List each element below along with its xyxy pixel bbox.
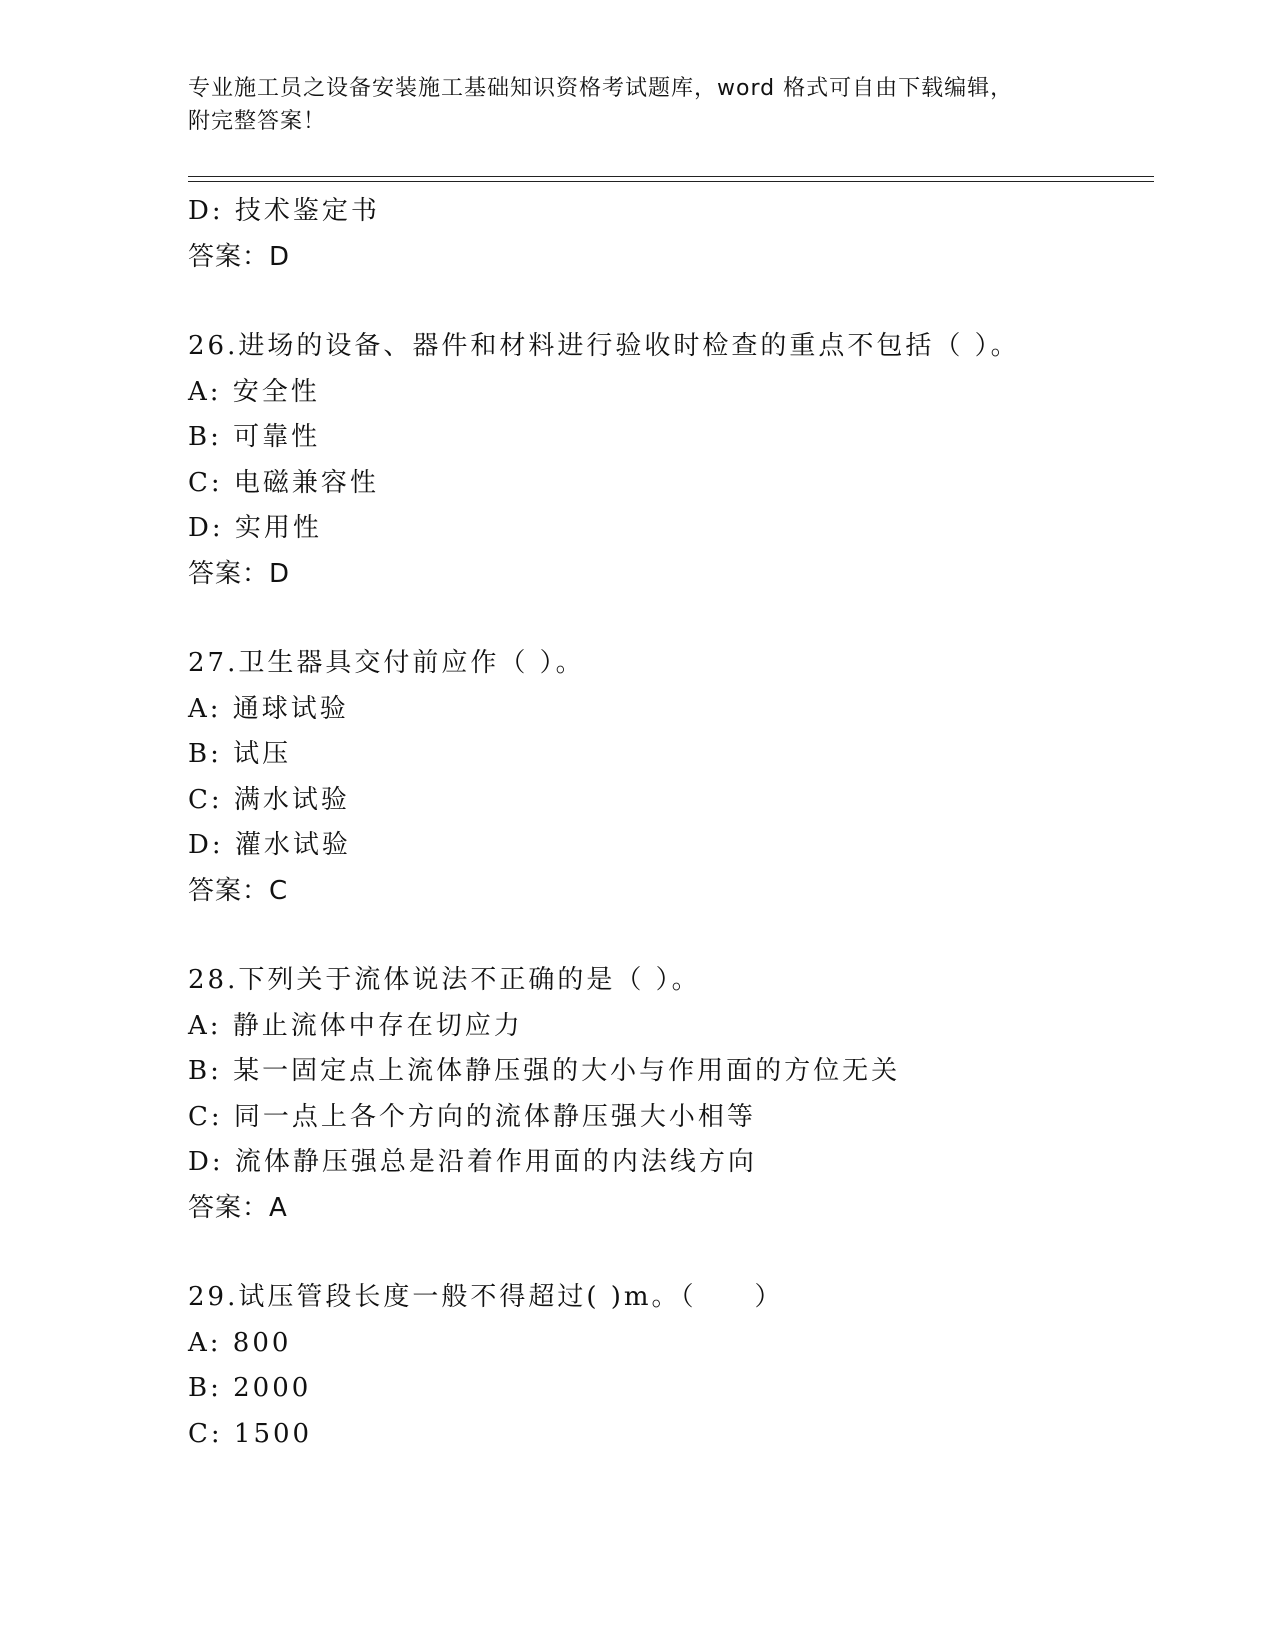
option-b: B: 试压 <box>188 739 292 769</box>
question-stem: 29.试压管段长度一般不得超过( )m。（ ） <box>188 1282 784 1312</box>
option-c: C: 满水试验 <box>188 784 350 815</box>
header-divider-top <box>188 176 1154 177</box>
question-29 <box>188 1275 1148 1457</box>
option-a: A: 通球试验 <box>188 693 349 724</box>
answer: 答案：C <box>188 875 289 906</box>
option-b: B: 可靠性 <box>188 422 321 452</box>
answer: 答案：D <box>188 558 291 589</box>
option-a: A: 安全性 <box>188 376 320 407</box>
question-27 <box>188 641 1148 914</box>
header-line-2: 附完整答案！ <box>188 109 327 134</box>
option-c: C: 同一点上各个方向的流体静压强大小相等 <box>188 1101 756 1132</box>
question-stem: 28.下列关于流体说法不正确的是（ ）。 <box>188 965 701 995</box>
question-26 <box>188 324 1148 597</box>
option-a: A: 静止流体中存在切应力 <box>188 1010 523 1041</box>
option-d: D: 实用性 <box>188 513 322 543</box>
option-b: B: 2000 <box>188 1373 312 1403</box>
option-a: A: 800 <box>188 1327 292 1358</box>
document-header <box>188 72 1088 138</box>
header-line-1: 专业施工员之设备安装施工基础知识资格考试题库，word 格式可自由下载编辑， <box>188 76 1014 101</box>
option-c: C: 1500 <box>188 1418 313 1449</box>
option-d: D: 灌水试验 <box>188 830 351 860</box>
answer: 答案：A <box>188 1192 288 1223</box>
question-stem: 26.进场的设备、器件和材料进行验收时检查的重点不包括（ ）。 <box>188 331 1020 361</box>
question-stem: 27.卫生器具交付前应作（ ）。 <box>188 648 585 678</box>
option-d-previous: D: 技术鉴定书 <box>188 196 380 226</box>
option-d: D: 流体静压强总是沿着作用面的内法线方向 <box>188 1147 757 1177</box>
answer-previous: 答案：D <box>188 241 291 272</box>
option-b: B: 某一固定点上流体静压强的大小与作用面的方位无关 <box>188 1056 901 1086</box>
header-divider-bottom <box>188 181 1154 182</box>
option-c: C: 电磁兼容性 <box>188 467 379 498</box>
question-content <box>188 189 1148 1457</box>
question-28 <box>188 958 1148 1231</box>
